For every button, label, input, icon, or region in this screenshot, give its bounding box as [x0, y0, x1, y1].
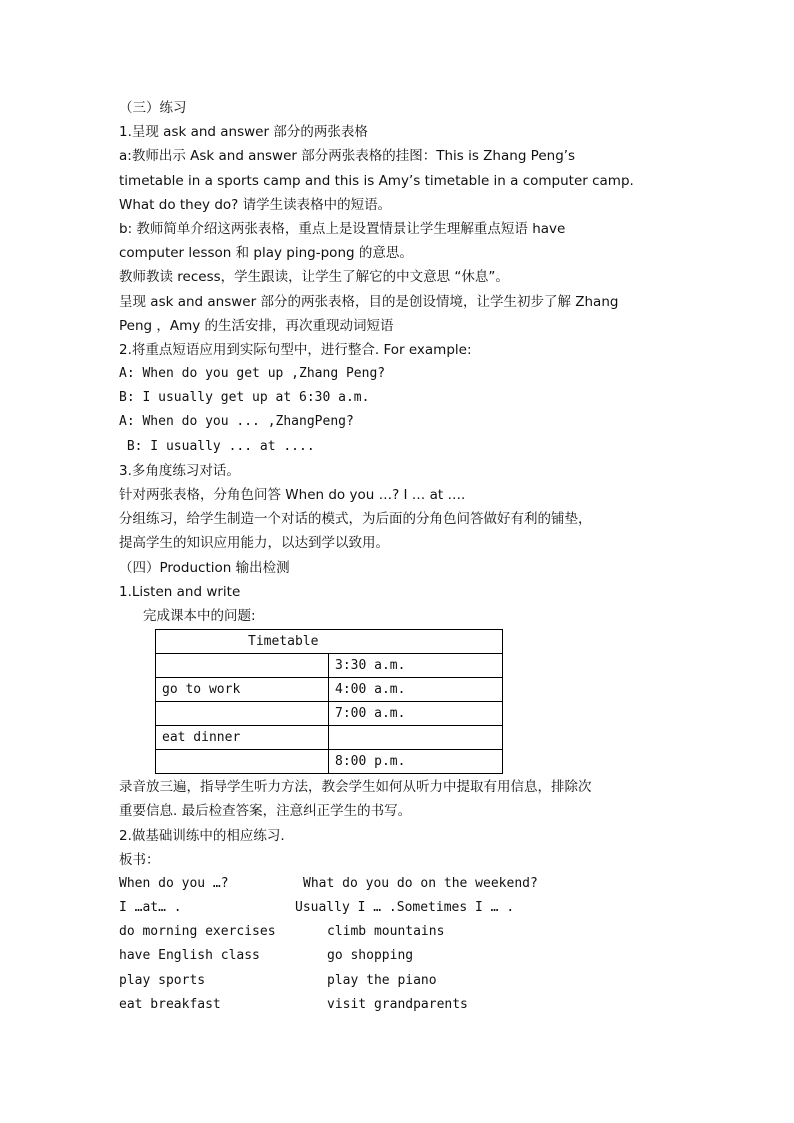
text-line: What do they do? 请学生读表格中的短语。 [119, 196, 392, 213]
document-body [119, 96, 679, 1017]
lesson-text-part2 [119, 775, 679, 872]
text-line: A: When do you get up ,Zhang Peng? [119, 366, 386, 382]
text-line: 完成课本中的问题: [143, 607, 256, 624]
blackboard-notes [119, 872, 679, 1017]
text-line: （四）Production 输出检测 [119, 559, 290, 576]
text-line: b: 教师简单介绍这两张表格，重点上是设置情景让学生理解重点短语 have [119, 220, 566, 237]
text-line: B: I usually ... at .... [119, 438, 315, 454]
board-row [119, 872, 679, 896]
board-row [119, 944, 679, 968]
text-line: Peng ，Amy 的生活安排，再次重现动词短语 [119, 317, 394, 334]
text-line: 2.做基础训练中的相应练习. [119, 827, 285, 844]
board-row [119, 969, 679, 993]
board-row [119, 993, 679, 1017]
text-line: 重要信息. 最后检查答案，注意纠正学生的书写。 [119, 803, 412, 820]
timetable-row [156, 702, 503, 726]
text-line: A: When do you ... ,ZhangPeng? [119, 414, 354, 430]
timetable [155, 629, 503, 774]
text-line: 板书： [119, 851, 160, 868]
text-line: 1.呈现 ask and answer 部分的两张表格 [119, 124, 368, 141]
timetable-header: Timetable [156, 630, 503, 654]
timetable-cell: eat dinner [156, 726, 329, 750]
board-left-phrase: have English class [119, 948, 260, 964]
board-left-phrase: When do you …? [119, 875, 229, 891]
timetable-cell: 3:30 a.m. [329, 654, 503, 678]
text-line: 针对两张表格，分角色问答 When do you …? I … at …. [119, 487, 466, 503]
text-line: 分组练习，给学生制造一个对话的模式，为后面的分角色问答做好有利的铺垫， [119, 511, 592, 528]
text-line: 3.多角度练习对话。 [119, 462, 240, 479]
board-right-phrase: visit grandparents [327, 996, 468, 1012]
board-right-phrase: play the piano [327, 972, 437, 988]
text-line: computer lesson 和 play ping-pong 的意思。 [119, 245, 413, 262]
board-row [119, 896, 679, 920]
board-right-phrase: go shopping [327, 948, 414, 964]
board-left-phrase: I …at… . [119, 900, 182, 916]
text-line: a:教师出示 Ask and answer 部分两张表格的挂图：This is Zhang Peng’s [119, 148, 576, 165]
text-line: 1.Listen and write [119, 583, 241, 600]
board-right-phrase: What do you do on the weekend? [303, 875, 538, 891]
board-left-phrase: eat breakfast [119, 996, 221, 1012]
timetable-cell [329, 726, 503, 750]
timetable-row [156, 654, 503, 678]
text-line: 提高学生的知识应用能力，以达到学以致用。 [119, 535, 389, 552]
timetable-cell: 4:00 a.m. [329, 678, 503, 702]
text-line: timetable in a sports camp and this is Amy’s timetable in a computer camp. [119, 172, 634, 189]
timetable-row [156, 750, 503, 774]
text-line: 2.将重点短语应用到实际句型中，进行整合. For example: [119, 341, 472, 358]
timetable-cell: go to work [156, 678, 329, 702]
text-line: （三）练习 [119, 100, 187, 116]
timetable-cell: 7:00 a.m. [329, 702, 503, 726]
lesson-text-part1 [119, 96, 679, 628]
text-line: 录音放三遍，指导学生听力方法，教会学生如何从听力中提取有用信息，排除次 [119, 779, 592, 796]
board-left-phrase: do morning exercises [119, 924, 276, 940]
board-right-phrase: climb mountains [327, 924, 445, 940]
timetable-row [156, 678, 503, 702]
timetable-cell [156, 750, 329, 774]
timetable-cell [156, 702, 329, 726]
timetable-row [156, 726, 503, 750]
text-line: B: I usually get up at 6:30 a.m. [119, 390, 370, 406]
board-right-phrase: Usually I … .Sometimes I … . [295, 900, 515, 916]
text-line: 呈现 ask and answer 部分的两张表格，目的是创设情境，让学生初步了解 Zhang [119, 293, 619, 310]
board-left-phrase: play sports [119, 972, 206, 988]
text-line: 教师教读 recess，学生跟读，让学生了解它的中文意思 “休息”。 [119, 269, 509, 286]
timetable-cell: 8:00 p.m. [329, 750, 503, 774]
timetable-cell [156, 654, 329, 678]
board-row [119, 920, 679, 944]
